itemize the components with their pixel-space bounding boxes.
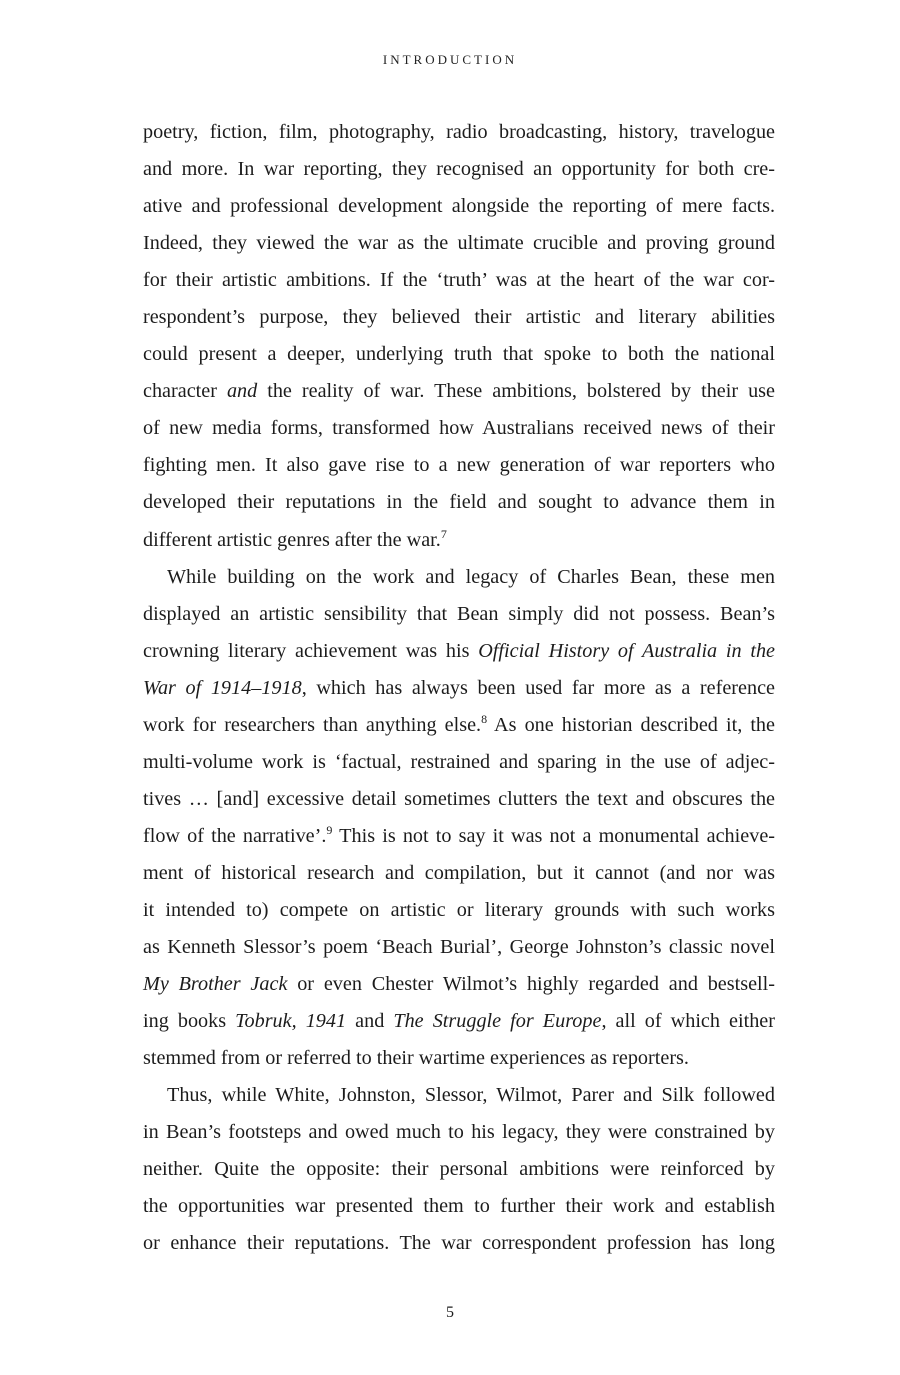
text-line: respondent’s purpose, they believed their artistic and literary abilities <box>143 306 775 329</box>
italic-run: Tobruk, 1941 <box>235 1010 347 1033</box>
text-run: This is not to say it was not a monumental achieve- <box>332 824 775 847</box>
text-line: tives … [and] excessive detail sometimes clutters the text and obscures the <box>143 787 775 810</box>
text-line <box>143 670 775 707</box>
italic-run: Official History of Australia in the <box>478 639 775 662</box>
text-line <box>143 966 775 1003</box>
text-line: and more. In war reporting, they recognised an opportunity for both cre- <box>143 158 775 181</box>
text-line: as Kenneth Slessor’s poem ‘Beach Burial’, George Johnston’s classic novel <box>143 936 775 959</box>
text-line <box>143 1003 775 1040</box>
text-line: poetry, fiction, film, photography, radio broadcasting, history, travelogue <box>143 121 775 143</box>
text-run: different artistic genres after the war. <box>143 528 441 551</box>
text-line: developed their reputations in the field and sought to advance them in <box>143 491 775 514</box>
footnote-ref: 7 <box>440 526 447 541</box>
text-line: Thus, while White, Johnston, Slessor, Wilmot, Parer and Silk followed <box>167 1084 775 1107</box>
text-line <box>143 373 775 410</box>
text-run: character <box>143 380 227 403</box>
text-run: , which has always been used far more as a reference <box>301 676 775 699</box>
text-line: of new media forms, transformed how Australians received news of their <box>143 417 775 440</box>
text-line: for their artistic ambitions. If the ‘truth’ was at the heart of the war cor- <box>143 269 775 292</box>
text-line: fighting men. It also gave rise to a new generation of war reporters who <box>143 454 775 477</box>
text-line: While building on the work and legacy of Charles Bean, these men <box>167 565 775 588</box>
italic-run: The Struggle for Europe <box>393 1010 602 1033</box>
text-line: ative and professional development alongside the reporting of mere facts. <box>143 195 775 218</box>
text-line: it intended to) compete on artistic or literary grounds with such works <box>143 898 775 921</box>
text-run: , all of which either <box>601 1010 775 1033</box>
italic-run: and <box>226 380 258 403</box>
text-run: ing books <box>143 1010 236 1033</box>
text-line: in Bean’s footsteps and owed much to his legacy, they were constrained by <box>143 1121 775 1144</box>
text-line: the opportunities war presented them to further their work and establish <box>143 1195 775 1218</box>
text-line: Indeed, they viewed the war as the ultimate crucible and proving ground <box>143 232 775 255</box>
text-run: crowning literary achievement was his <box>143 639 479 662</box>
text-line: multi-volume work is ‘factual, restrained and sparing in the use of adjec- <box>143 750 775 773</box>
text-line: stemmed from or referred to their wartime experiences as reporters. <box>143 1047 689 1070</box>
italic-run: War of 1914–1918 <box>143 676 302 699</box>
text-line: displayed an artistic sensibility that Bean simply did not possess. Bean’s <box>143 602 775 625</box>
text-run: flow of the narrative’. <box>143 824 327 847</box>
text-line: or enhance their reputations. The war correspondent profession has long <box>143 1232 775 1255</box>
text-run: or even Chester Wilmot’s highly regarded and bestsell- <box>287 973 775 996</box>
text-line <box>143 633 775 670</box>
text-line <box>143 522 775 559</box>
text-line: could present a deeper, underlying truth that spoke to both the national <box>143 343 775 366</box>
text-line: neither. Quite the opposite: their personal ambitions were reinforced by <box>143 1158 775 1181</box>
body-text <box>143 114 775 1262</box>
text-line <box>143 818 775 855</box>
text-line: ment of historical research and compilation, but it cannot (and nor was <box>143 861 775 884</box>
italic-run: My Brother Jack <box>143 973 288 996</box>
text-line <box>143 707 775 744</box>
page-number: 5 <box>446 1304 454 1321</box>
footnote-ref: 9 <box>326 822 333 837</box>
footnote-ref: 8 <box>481 711 488 726</box>
text-run: and <box>346 1010 394 1033</box>
running-head: INTRODUCTION <box>382 52 518 67</box>
text-run: As one historian described it, the <box>487 713 775 736</box>
text-run: work for researchers than anything else. <box>143 713 482 736</box>
text-run: the reality of war. These ambitions, bolstered by their use <box>257 380 775 403</box>
